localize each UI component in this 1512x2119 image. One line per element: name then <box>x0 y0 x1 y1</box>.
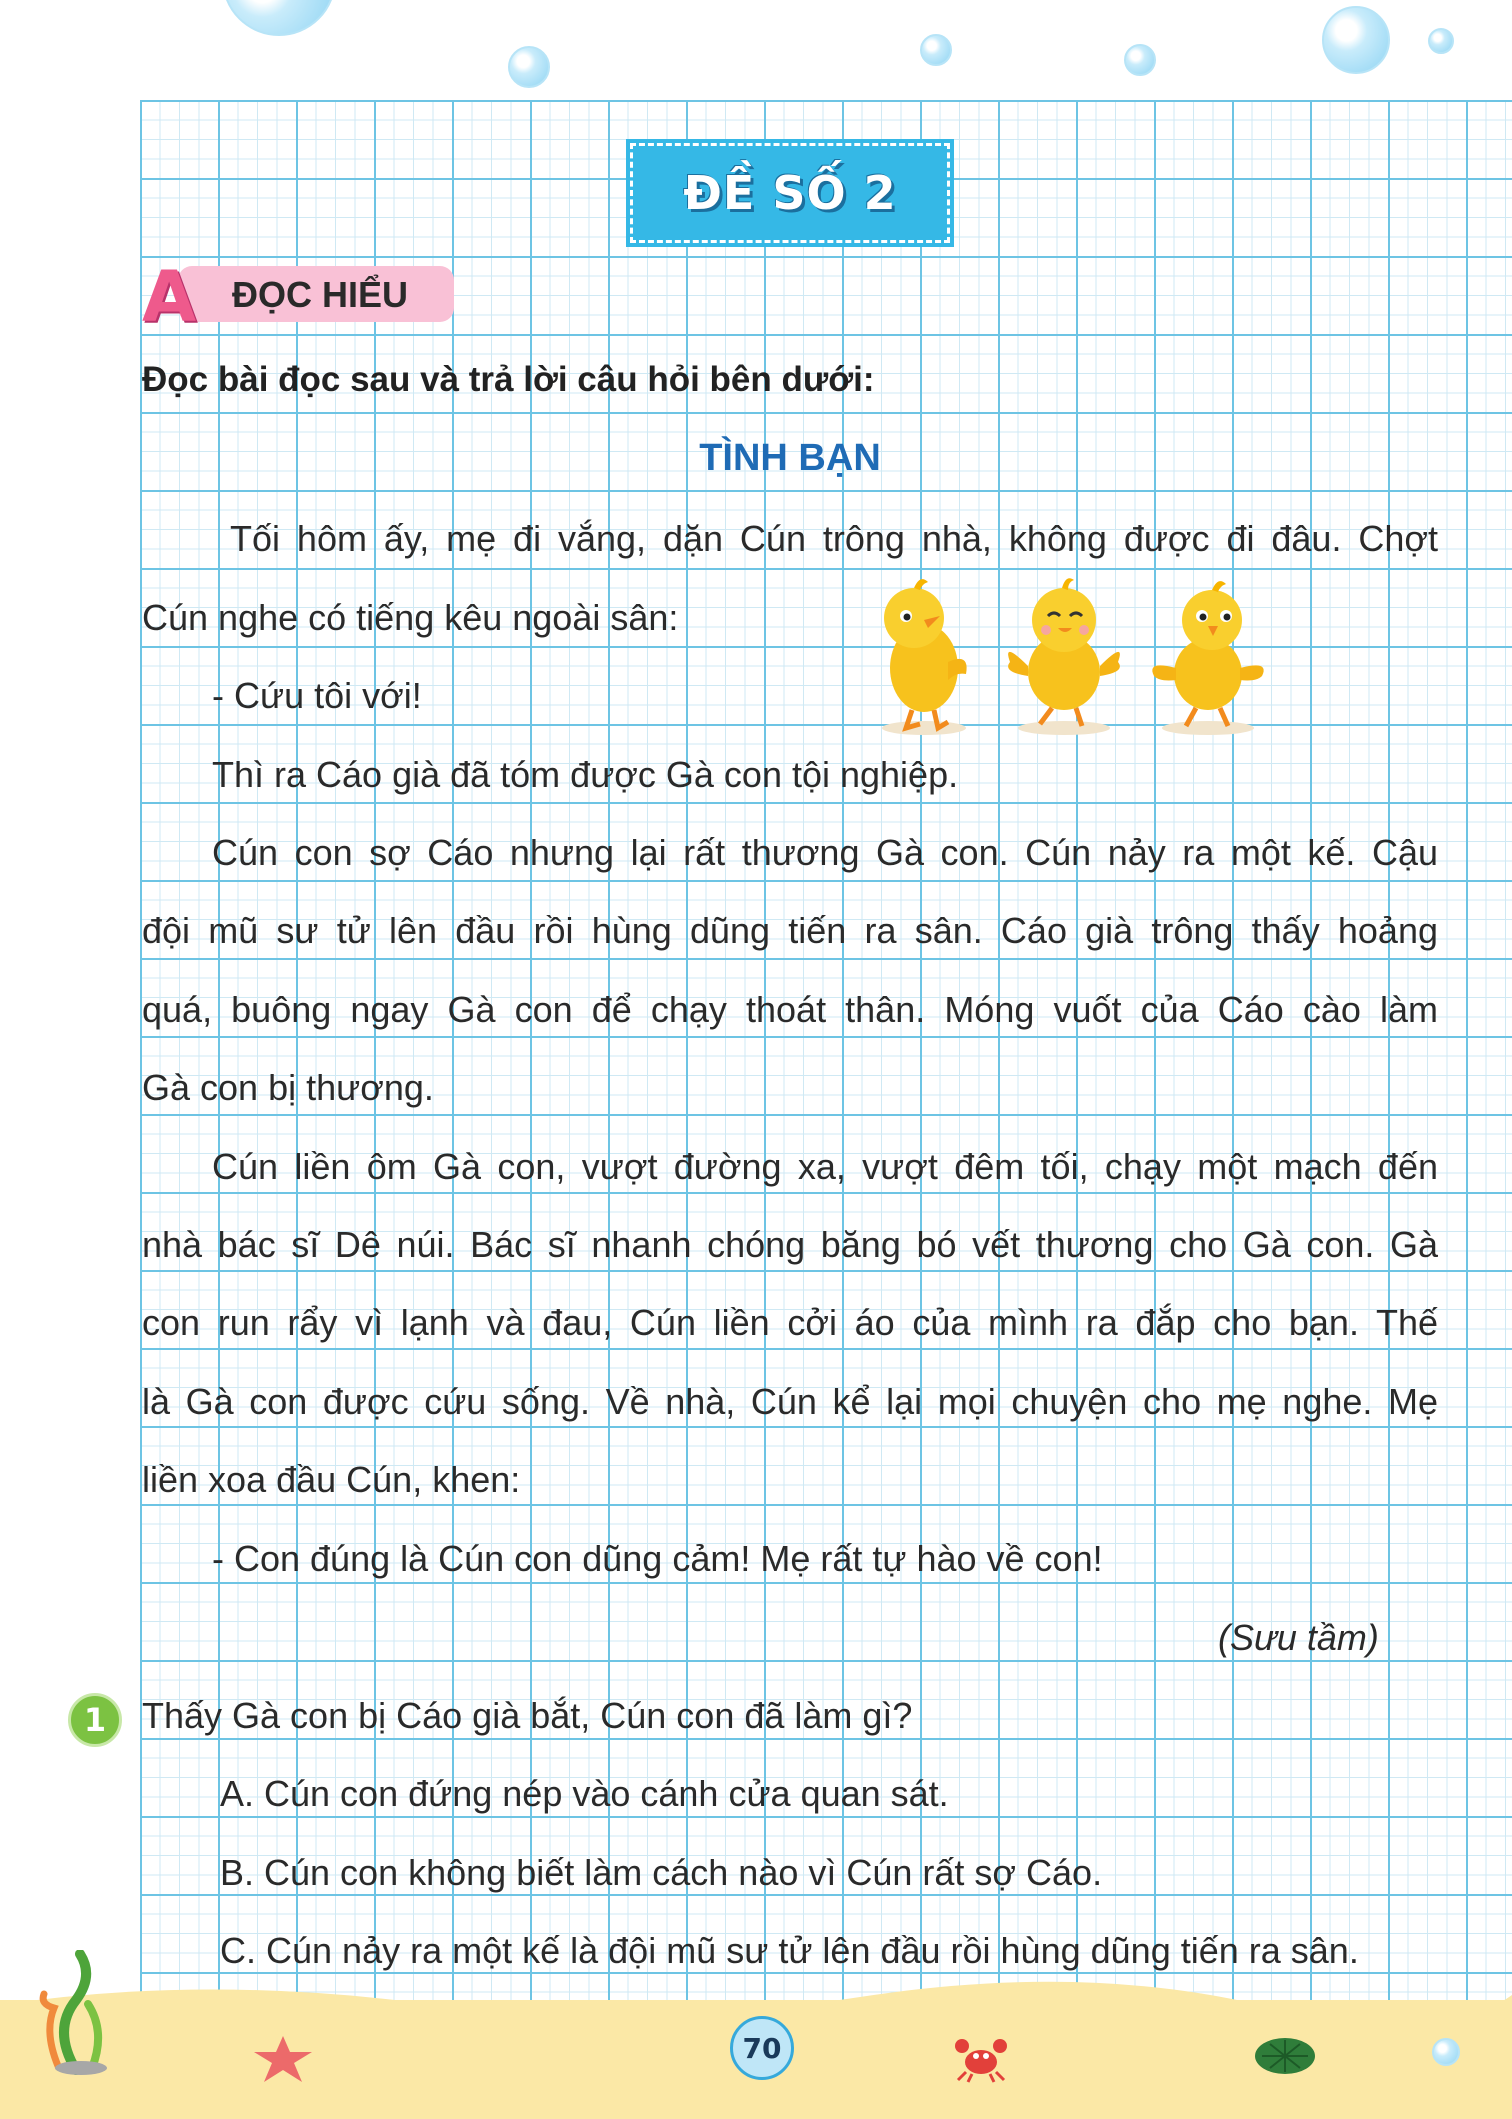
bubble-icon <box>1428 28 1454 54</box>
answer-option-a[interactable]: A. Cún con đứng nép vào cánh cửa quan sát. <box>220 1773 949 1814</box>
story-line: Cún con sợ Cáo nhưng lại rất thương Gà con. Cún nảy ra một kế. Cậu <box>212 832 1438 873</box>
section-letter: A <box>142 256 197 338</box>
story-line: đội mũ sư tử lên đầu rồi hùng dũng tiến ra sân. Cáo già trông thấy hoảng <box>142 910 1438 951</box>
turtle-icon <box>1250 2032 1320 2078</box>
story-line: Cún nghe có tiếng kêu ngoài sân: <box>142 597 679 638</box>
story-line: Gà con bị thương. <box>142 1067 434 1108</box>
crab-icon <box>952 2032 1010 2084</box>
story-line: - Cứu tôi với! <box>212 675 422 716</box>
starfish-icon <box>250 2034 316 2084</box>
story-line: liền xoa đầu Cún, khen: <box>142 1459 521 1500</box>
section-label: ĐỌC HIỂU <box>232 274 409 315</box>
bubble-icon <box>508 46 550 88</box>
story-line: nhà bác sĩ Dê núi. Bác sĩ nhanh chóng băng bó vết thương cho Gà con. Gà <box>142 1224 1438 1265</box>
bubble-icon <box>222 0 336 36</box>
instruction-text: Đọc bài đọc sau và trả lời câu hỏi bên dưới: <box>142 360 875 399</box>
bubble-icon <box>1432 2038 1460 2066</box>
exam-title-badge <box>630 143 950 243</box>
exam-title: ĐỀ SỐ 2 <box>683 166 897 220</box>
chick-icon <box>862 570 1282 740</box>
answer-option-b[interactable]: B. Cún con không biết làm cách nào vì Cún rất sợ Cáo. <box>220 1852 1103 1893</box>
story-line: Thì ra Cáo già đã tóm được Gà con tội nghiệp. <box>212 754 959 795</box>
story-line: quá, buông ngay Gà con để chạy thoát thân. Móng vuốt của Cáo cào làm <box>142 989 1438 1030</box>
page-number: 70 <box>730 2016 794 2080</box>
section-tag <box>142 256 454 338</box>
bubble-icon <box>920 34 952 66</box>
story-source: (Sưu tầm) <box>1218 1617 1379 1658</box>
story-line: - Con đúng là Cún con dũng cảm! Mẹ rất tự hào về con! <box>212 1538 1103 1579</box>
question-text: Thấy Gà con bị Cáo già bắt, Cún con đã làm gì? <box>142 1695 913 1736</box>
bubble-icon <box>1322 6 1390 74</box>
answer-option-c[interactable]: C. Cún nảy ra một kế là đội mũ sư tử lên đầu rồi hùng dũng tiến ra sân. <box>220 1930 1359 1971</box>
question-number-badge: 1 <box>68 1693 122 1747</box>
story-line: Tối hôm ấy, mẹ đi vắng, dặn Cún trông nhà, không được đi đâu. Chợt <box>230 518 1438 559</box>
seaweed-icon <box>36 1950 126 2075</box>
story-line: Cún liền ôm Gà con, vượt đường xa, vượt đêm tối, chạy một mạch đến <box>212 1146 1438 1187</box>
story-line: là Gà con được cứu sống. Về nhà, Cún kể lại mọi chuyện cho mẹ nghe. Mẹ <box>142 1381 1438 1422</box>
story-title: TÌNH BẠN <box>699 437 881 479</box>
bubble-icon <box>1124 44 1156 76</box>
story-line: con run rẩy vì lạnh và đau, Cún liền cởi áo của mình ra đắp cho bạn. Thế <box>142 1302 1438 1343</box>
